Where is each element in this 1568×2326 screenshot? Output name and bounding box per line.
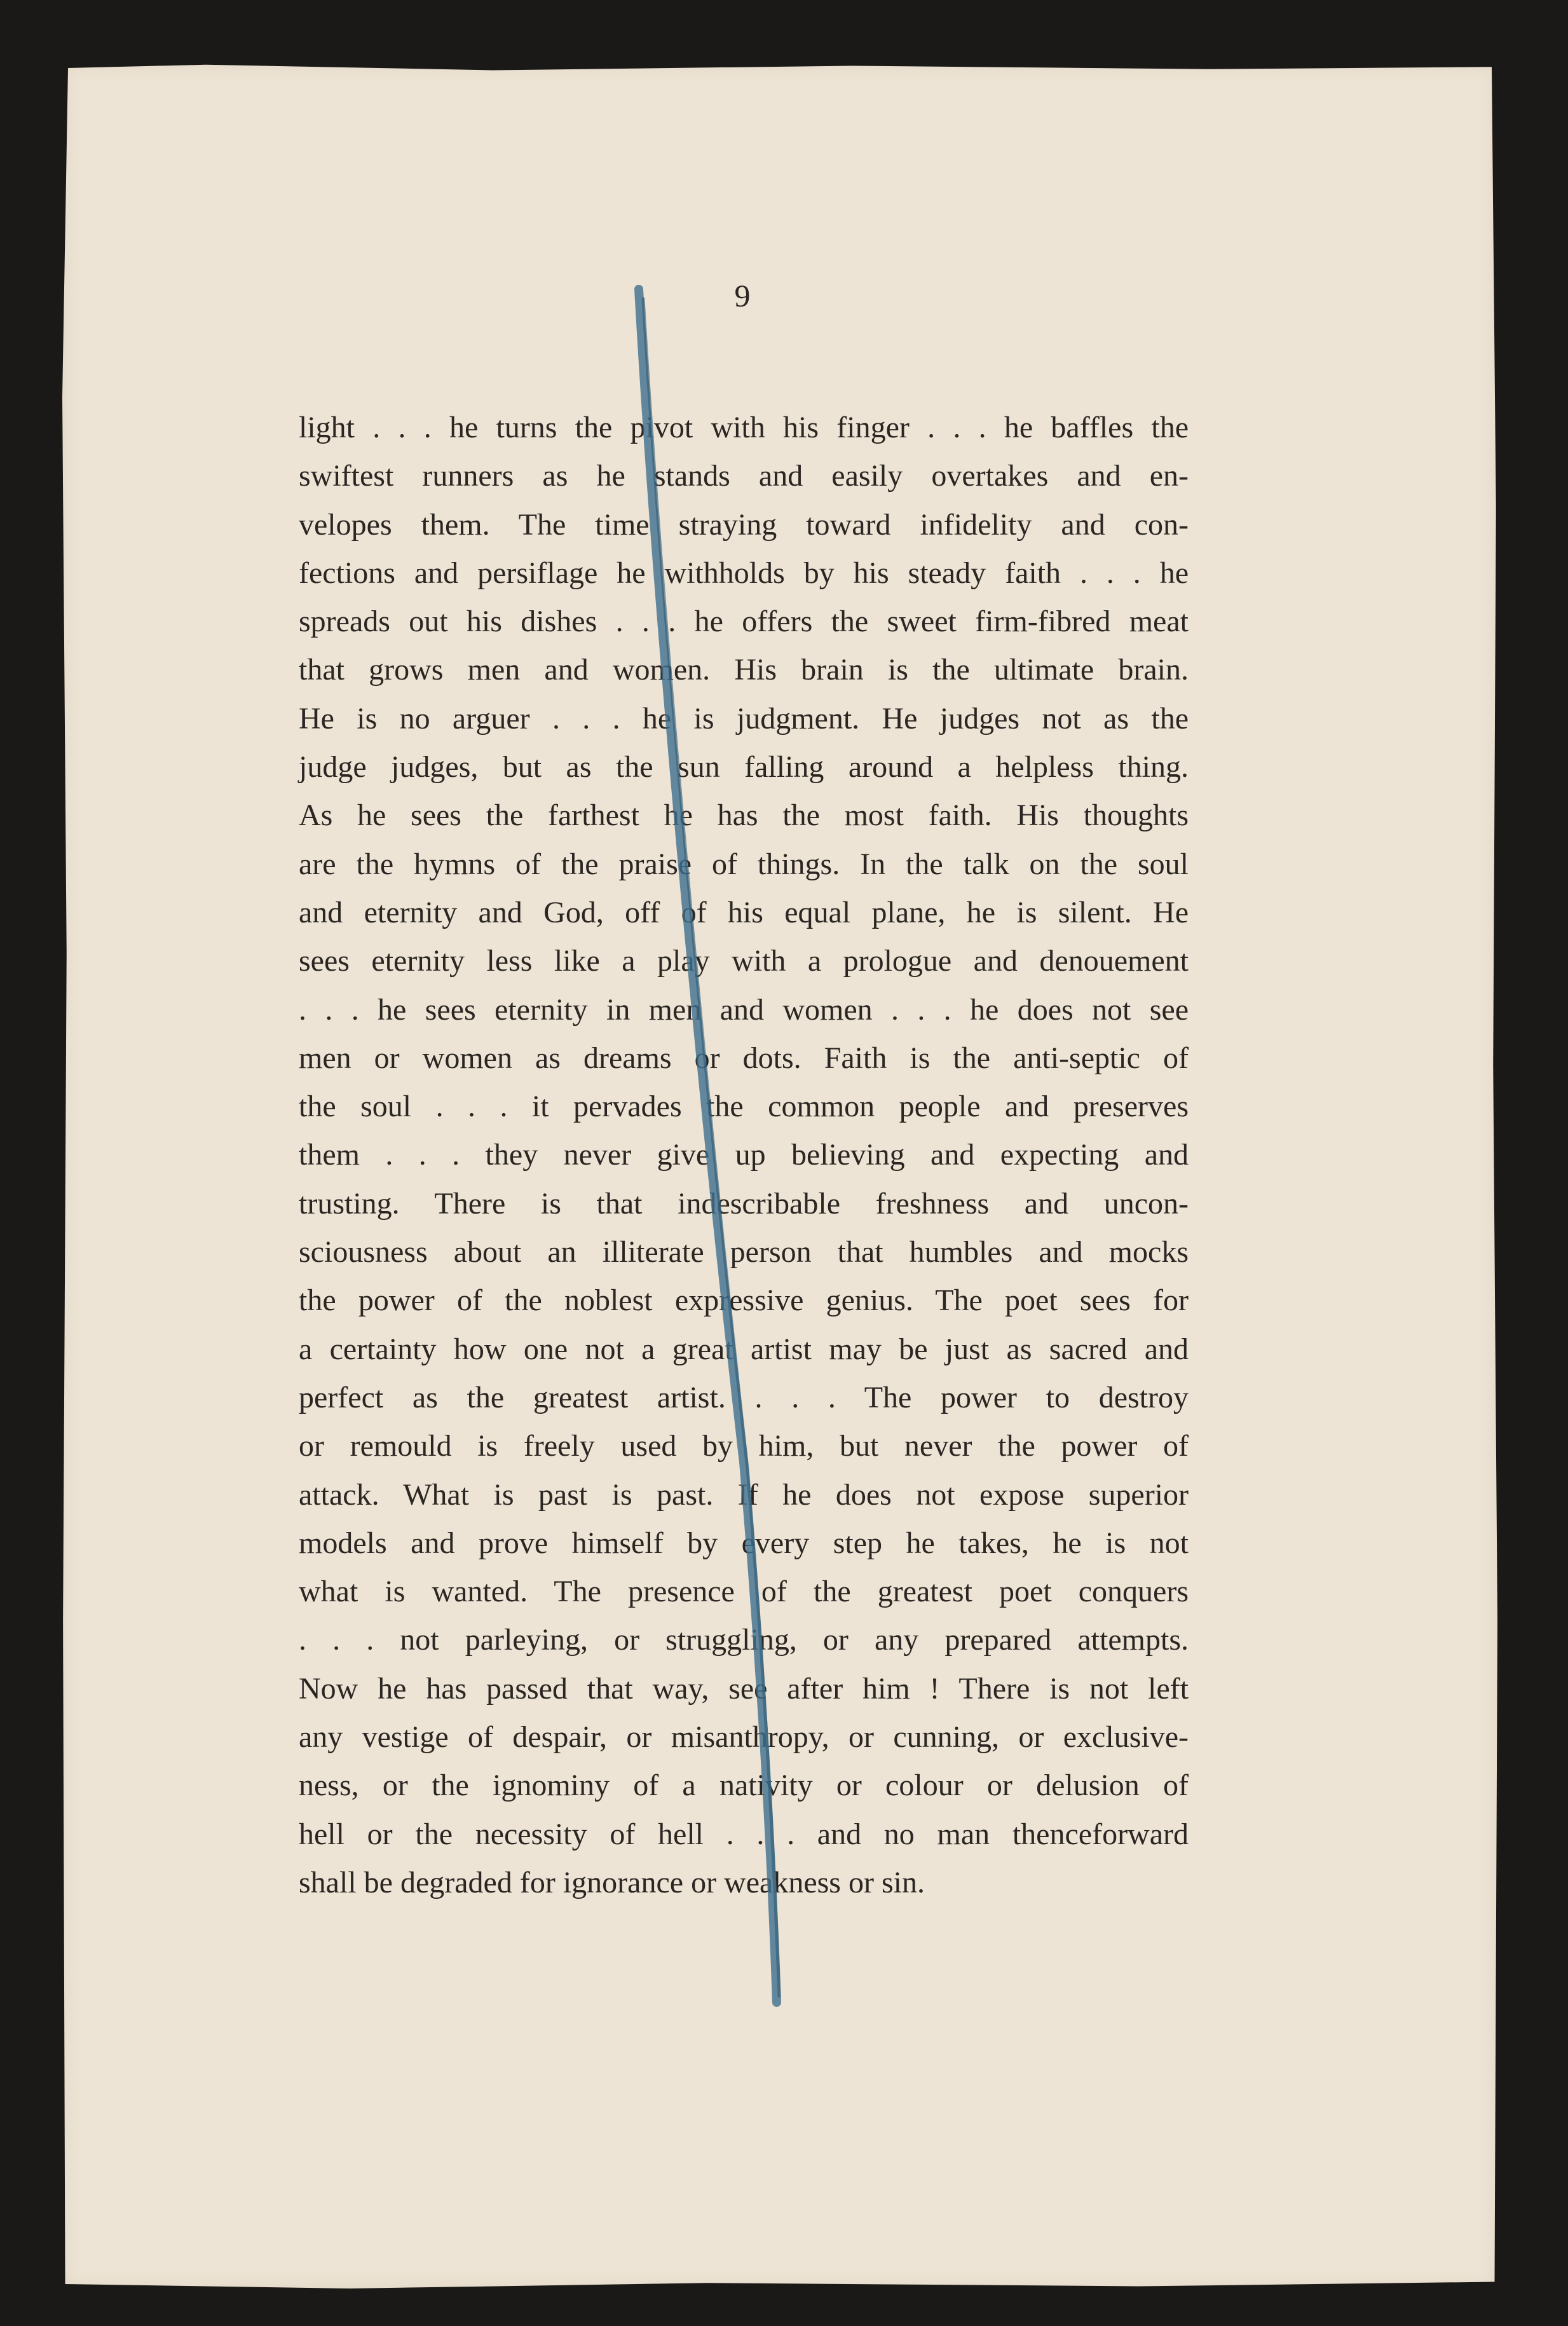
- text-line: that grows men and women. His brain is the ultimate brain.: [299, 653, 1189, 687]
- text-line: the soul . . . it pervades the common people and preserves: [299, 1090, 1189, 1124]
- text-line: or remould is freely used by him, but never the power of: [299, 1429, 1189, 1463]
- text-line: men or women as dreams or dots. Faith is the anti-septic of: [299, 1041, 1189, 1075]
- text-line: attack. What is past is past. If he does not expose superior: [299, 1477, 1189, 1512]
- text-line: a certainty how one not a great artist may be just as sacred and: [299, 1332, 1189, 1366]
- text-line: what is wanted. The presence of the greatest poet conquers: [299, 1575, 1189, 1609]
- text-line: the power of the noblest expressive genius. The poet sees for: [299, 1283, 1189, 1318]
- text-line: Now he has passed that way, see after him ! There is not left: [299, 1671, 1189, 1706]
- page-number: 9: [734, 278, 751, 313]
- text-line: trusting. There is that indescribable freshness and uncon-: [299, 1186, 1189, 1221]
- text-line: and eternity and God, off of his equal plane, he is silent. He: [299, 895, 1189, 929]
- text-line: any vestige of despair, or misanthropy, or cunning, or exclusive-: [299, 1720, 1189, 1755]
- text-line: hell or the necessity of hell . . . and no man thenceforward: [299, 1817, 1189, 1851]
- text-line: are the hymns of the praise of things. In the talk on the soul: [299, 847, 1189, 881]
- body-text: [299, 404, 1189, 1907]
- text-line: . . . he sees eternity in men and women . . . he does not see: [299, 992, 1189, 1027]
- text-line: perfect as the greatest artist. . . . The power to destroy: [299, 1380, 1189, 1414]
- text-line: models and prove himself by every step he takes, he is not: [299, 1526, 1189, 1560]
- text-line: judge judges, but as the sun falling around a helpless thing.: [299, 750, 1189, 784]
- text-line: shall be degraded for ignorance or weakness or sin.: [299, 1865, 925, 1899]
- text-line: As he sees the farthest he has the most faith. His thoughts: [299, 798, 1189, 833]
- text-line: light . . . he turns the pivot with his finger . . . he baffles the: [299, 411, 1189, 444]
- text-line: swiftest runners as he stands and easily overtakes and en-: [299, 459, 1189, 493]
- text-line: . . . not parleying, or struggling, or any prepared attempts.: [299, 1623, 1189, 1657]
- text-line: spreads out his dishes . . . he offers the sweet firm-fibred meat: [299, 605, 1189, 639]
- text-line: velopes them. The time straying toward infidelity and con-: [299, 507, 1189, 542]
- text-line: them . . . they never give up believing and expecting and: [299, 1138, 1189, 1172]
- text-line: fections and persiflage he withholds by his steady faith . . . he: [299, 556, 1189, 590]
- text-line: ness, or the ignominy of a nativity or colour or delusion of: [299, 1768, 1189, 1803]
- text-line: sciousness about an illiterate person that humbles and mocks: [299, 1235, 1189, 1269]
- text-line: He is no arguer . . . he is judgment. He judges not as the: [299, 701, 1189, 735]
- text-line: sees eternity less like a play with a prologue and denouement: [299, 944, 1189, 978]
